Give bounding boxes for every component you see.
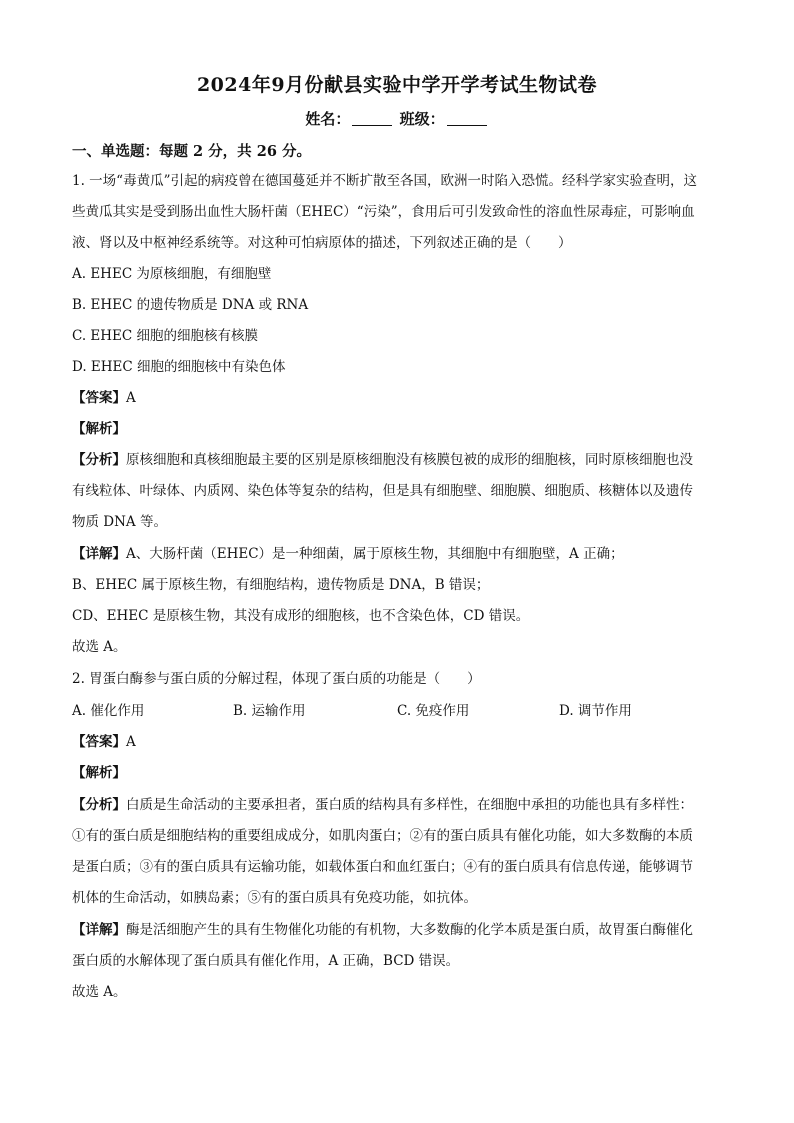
q2-option-c: C. 免疫作用 bbox=[397, 703, 470, 719]
q2-stem: 2. 胃蛋白酶参与蛋白质的分解过程，体现了蛋白质的功能是（ ） bbox=[72, 671, 481, 687]
fenxi-text: 原核细胞和真核细胞最主要的区别是原核细胞没有核膜包被的成形的细胞核，同时原核细胞也没 bbox=[126, 452, 693, 468]
q2-fenxi-line: 是蛋白质；③有的蛋白质具有运输功能，如载体蛋白和血红蛋白；④有的蛋白质具有信息传递，能够调节 bbox=[72, 859, 693, 875]
q1-stem-line: 些黄瓜其实是受到肠出血性大肠杆菌（EHEC）“污染”，食用后可引发致命性的溶血性尿毒症，可影响血 bbox=[72, 204, 695, 220]
q1-conclusion: 故选 A。 bbox=[72, 639, 127, 655]
q2-option-d: D. 调节作用 bbox=[559, 703, 632, 719]
xiangjie-text: A、大肠杆菌（EHEC）是一种细菌，属于原核生物，其细胞中有细胞壁，A 正确； bbox=[126, 546, 624, 562]
q2-xiangjie-line: 蛋白质的水解体现了蛋白质具有催化作用，A 正确，BCD 错误。 bbox=[72, 953, 460, 969]
q2-fenxi-line: 机体的生命活动，如胰岛素；⑤有的蛋白质具有免疫功能，如抗体。 bbox=[72, 890, 477, 906]
q1-option-c: C. EHEC 细胞的细胞核有核膜 bbox=[72, 328, 259, 344]
class-label: 班级： bbox=[399, 110, 445, 128]
q1-option-d: D. EHEC 细胞的细胞核中有染色体 bbox=[72, 359, 286, 375]
q2-analysis-tag: 【解析】 bbox=[72, 765, 126, 781]
fenxi-text: 白质是生命活动的主要承担者，蛋白质的结构具有多样性，在细胞中承担的功能也具有多样性： bbox=[126, 797, 693, 813]
name-label: 姓名： bbox=[305, 110, 351, 128]
q1-fenxi-line bbox=[72, 450, 722, 470]
q1-analysis-tag: 【解析】 bbox=[72, 421, 126, 437]
answer-value: A bbox=[126, 734, 136, 750]
q1-stem-line: 液、肾以及中枢神经系统等。对这种可怕病原体的描述，下列叙述正确的是（ ） bbox=[72, 235, 572, 251]
q1-fenxi-line: 物质 DNA 等。 bbox=[72, 514, 167, 530]
q1-xiangjie-line: B、EHEC 属于原核生物，有细胞结构，遗传物质是 DNA，B 错误； bbox=[72, 577, 490, 593]
fenxi-tag: 【分析】 bbox=[72, 797, 126, 813]
answer-tag: 【答案】 bbox=[72, 734, 126, 750]
page-title: 2024年9月份献县实验中学开学考试生物试卷 bbox=[196, 74, 598, 96]
q2-answer bbox=[72, 732, 722, 752]
class-blank[interactable] bbox=[447, 125, 487, 126]
answer-tag: 【答案】 bbox=[72, 390, 126, 406]
q2-fenxi-line bbox=[72, 795, 722, 815]
xiangjie-text: 酶是活细胞产生的具有生物催化功能的有机物，大多数酶的化学本质是蛋白质，故胃蛋白酶催化 bbox=[126, 922, 693, 938]
q2-xiangjie-line bbox=[72, 920, 722, 940]
section-heading: 一、单选题：每题 2 分，共 26 分。 bbox=[72, 143, 311, 160]
xiangjie-tag: 【详解】 bbox=[72, 922, 126, 938]
q2-fenxi-line: ①有的蛋白质是细胞结构的重要组成成分，如肌肉蛋白；②有的蛋白质具有催化功能，如大多数酶的本质 bbox=[72, 828, 693, 844]
q1-option-a: A. EHEC 为原核细胞，有细胞壁 bbox=[72, 266, 272, 282]
q2-conclusion: 故选 A。 bbox=[72, 984, 127, 1000]
q2-option-b: B. 运输作用 bbox=[233, 703, 306, 719]
q1-fenxi-line: 有线粒体、叶绿体、内质网、染色体等复杂的结构，但是具有细胞壁、细胞膜、细胞质、核糖体以及遗传 bbox=[72, 483, 693, 499]
name-blank[interactable] bbox=[352, 125, 392, 126]
answer-value: A bbox=[126, 390, 136, 406]
q2-option-a: A. 催化作用 bbox=[72, 703, 145, 719]
fenxi-tag: 【分析】 bbox=[72, 452, 126, 468]
xiangjie-tag: 【详解】 bbox=[72, 546, 126, 562]
q1-xiangjie-line bbox=[72, 544, 722, 564]
q1-answer bbox=[72, 388, 722, 408]
q1-xiangjie-line: CD、EHEC 是原核生物，其没有成形的细胞核，也不含染色体，CD 错误。 bbox=[72, 608, 530, 624]
student-info bbox=[0, 108, 794, 129]
q1-option-b: B. EHEC 的遗传物质是 DNA 或 RNA bbox=[72, 297, 309, 313]
q1-stem-line: 1. 一场“毒黄瓜”引起的病疫曾在德国蔓延并不断扩散至各国，欧洲一时陷入恐慌。经科学家实验查明，这 bbox=[72, 173, 697, 189]
